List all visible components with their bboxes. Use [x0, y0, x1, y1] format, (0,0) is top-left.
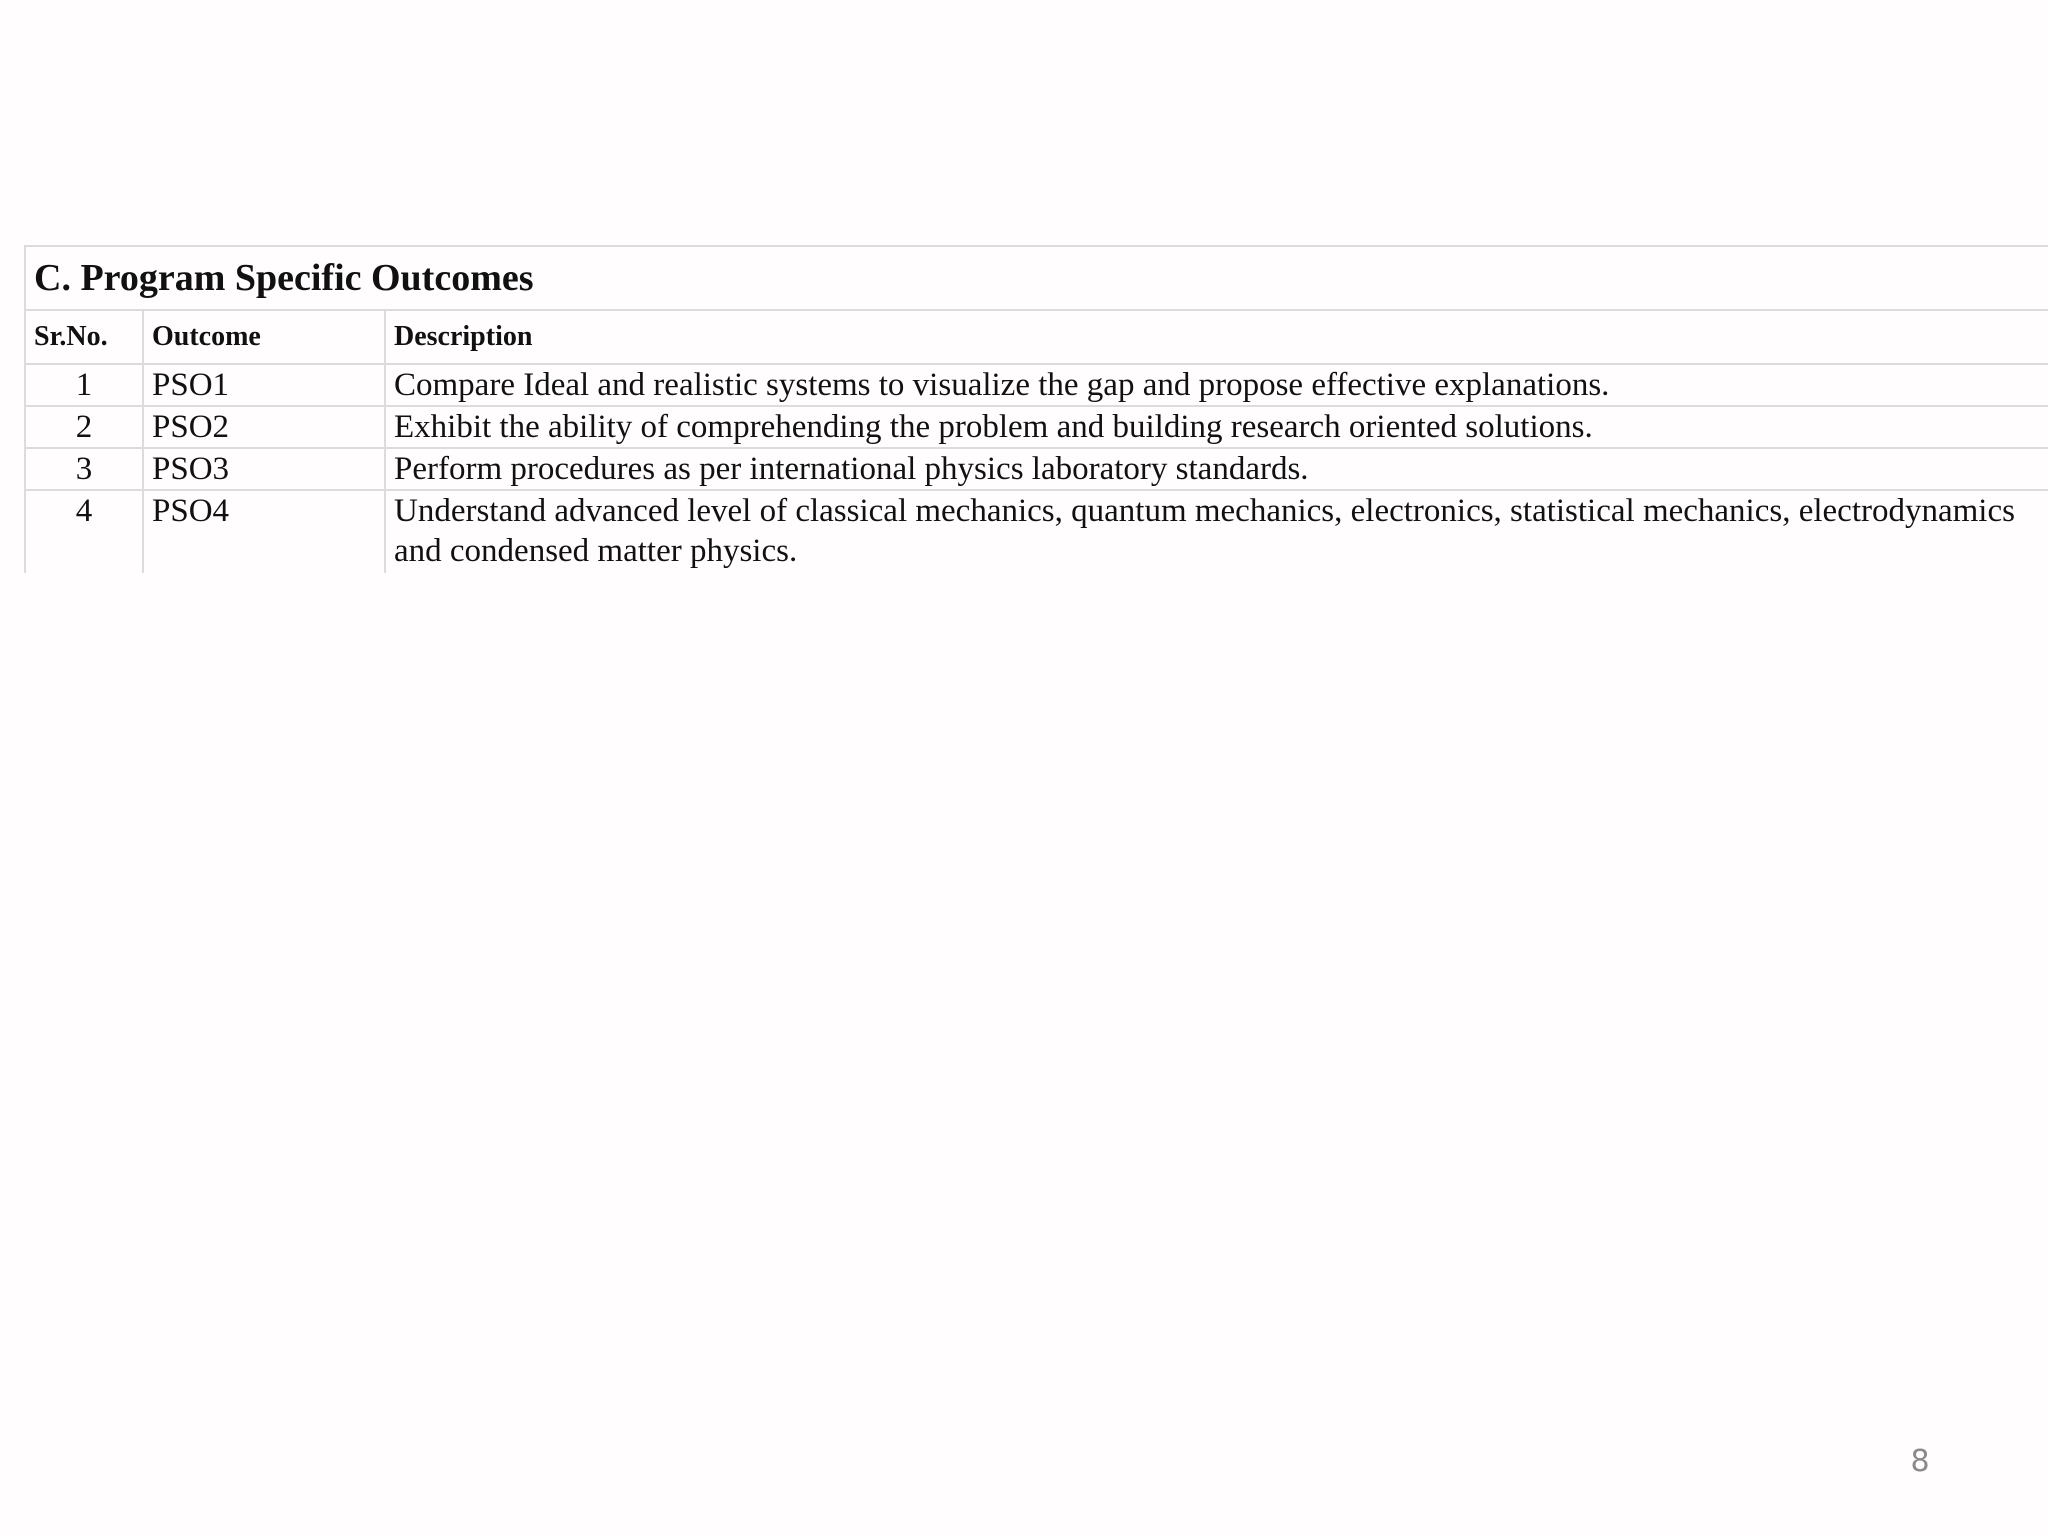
section-title: C. Program Specific Outcomes [25, 246, 2048, 310]
cell-outcome: PSO3 [143, 448, 385, 490]
page-number: 8 [1910, 1444, 1930, 1479]
table-caption-row [25, 246, 2048, 310]
cell-description: Understand advanced level of classical mechanics, quantum mechanics, electronics, statistical mechanics, electrodynamics and condensed matter physics. [385, 490, 2048, 573]
header-sr-no: Sr.No. [25, 310, 143, 364]
cell-outcome: PSO2 [143, 406, 385, 448]
table-row [25, 490, 2048, 573]
cell-description: Compare Ideal and realistic systems to visualize the gap and propose effective explanations. [385, 364, 2048, 406]
header-description: Description [385, 310, 2048, 364]
outcomes-table-container [24, 245, 2048, 573]
cell-sr-no: 3 [25, 448, 143, 490]
cell-outcome: PSO1 [143, 364, 385, 406]
cell-sr-no: 1 [25, 364, 143, 406]
cell-sr-no: 4 [25, 490, 143, 573]
outcomes-table [24, 245, 2048, 573]
cell-description: Perform procedures as per international physics laboratory standards. [385, 448, 2048, 490]
table-row [25, 448, 2048, 490]
cell-description: Exhibit the ability of comprehending the problem and building research oriented solutions. [385, 406, 2048, 448]
table-row [25, 406, 2048, 448]
cell-outcome: PSO4 [143, 490, 385, 573]
cell-sr-no: 2 [25, 406, 143, 448]
header-outcome: Outcome [143, 310, 385, 364]
table-row [25, 364, 2048, 406]
table-header-row [25, 310, 2048, 364]
